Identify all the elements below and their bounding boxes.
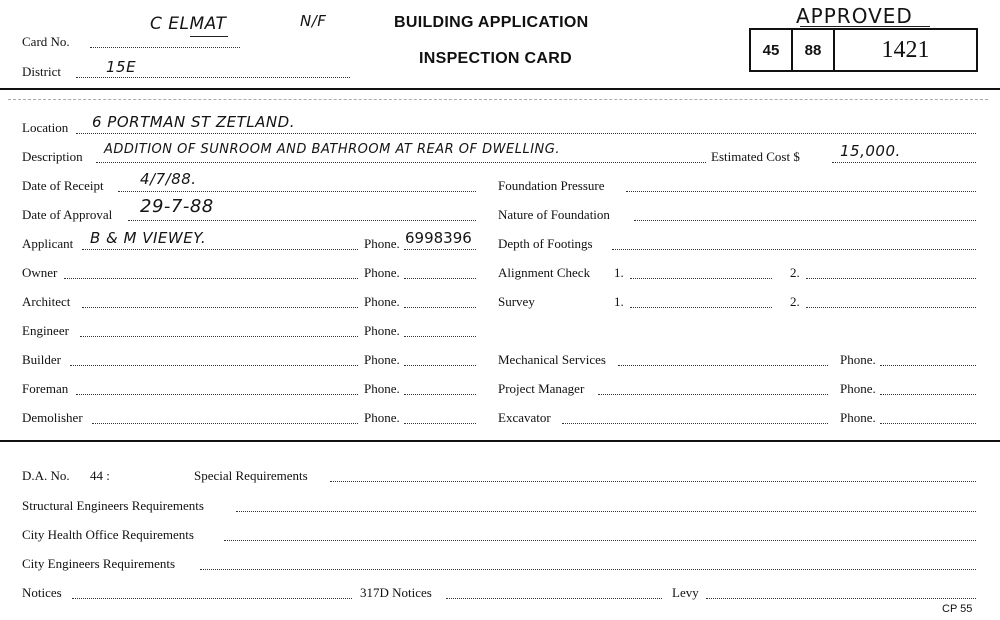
- ref-number: 1421: [881, 36, 930, 63]
- card-no-value[interactable]: C ELMAT: [150, 14, 227, 34]
- applicant-phone-label: Phone.: [364, 236, 400, 251]
- project-manager-phone-label: Phone.: [840, 381, 876, 396]
- city-health-line: [224, 540, 976, 541]
- architect-line: [82, 307, 358, 308]
- special-requirements-line: [330, 481, 976, 482]
- depth-footings-line: [612, 249, 976, 250]
- builder-label: Builder: [22, 352, 61, 367]
- notices-line: [72, 598, 352, 599]
- nature-foundation-label: Nature of Foundation: [498, 207, 610, 222]
- excavator-phone-label: Phone.: [840, 410, 876, 425]
- da-no-label: D.A. No.: [22, 468, 70, 483]
- foreman-label: Foreman: [22, 381, 69, 396]
- applicant-phone-line: [404, 249, 476, 250]
- form-title-line1: BUILDING APPLICATION: [394, 14, 589, 31]
- district-label: District: [22, 64, 61, 79]
- alignment-check-num2: 2.: [790, 265, 800, 280]
- location-line: [76, 133, 976, 134]
- excavator-label: Excavator: [498, 410, 551, 425]
- estimated-cost-line: [832, 162, 976, 163]
- notices-317d-line: [446, 598, 662, 599]
- handwritten-underline: [190, 36, 228, 37]
- date-receipt-line: [118, 191, 476, 192]
- demolisher-line: [92, 423, 358, 424]
- excavator-line: [562, 423, 828, 424]
- survey-num2: 2.: [790, 294, 800, 309]
- city-health-label: City Health Office Requirements: [22, 527, 194, 542]
- architect-phone-line: [404, 307, 476, 308]
- engineer-phone-line: [404, 336, 476, 337]
- levy-line: [706, 598, 976, 599]
- applicant-label: Applicant: [22, 236, 74, 251]
- survey-num1: 1.: [614, 294, 624, 309]
- ref-box-88: 88: [793, 30, 835, 70]
- card-no-line: [90, 47, 240, 48]
- owner-phone-label: Phone.: [364, 265, 400, 280]
- estimated-cost-label: Estimated Cost $: [711, 149, 800, 164]
- date-receipt-label: Date of Receipt: [22, 178, 104, 193]
- engineer-phone-label: Phone.: [364, 323, 400, 338]
- excavator-phone-line: [880, 423, 976, 424]
- demolisher-phone-line: [404, 423, 476, 424]
- notices-label: Notices: [22, 585, 62, 600]
- approved-stamp: APPROVED: [796, 4, 913, 28]
- survey-line2: [806, 307, 976, 308]
- builder-phone-line: [404, 365, 476, 366]
- applicant-line: [82, 249, 358, 250]
- city-engineers-line: [200, 569, 976, 570]
- description-label: Description: [22, 149, 83, 164]
- district-value[interactable]: 15E: [106, 58, 137, 76]
- foundation-pressure-label: Foundation Pressure: [498, 178, 605, 193]
- architect-phone-label: Phone.: [364, 294, 400, 309]
- mechanical-services-line: [618, 365, 828, 366]
- alignment-check-line1: [630, 278, 772, 279]
- demolisher-label: Demolisher: [22, 410, 83, 425]
- applicant-value[interactable]: B & M VIEWEY.: [90, 229, 207, 247]
- survey-line1: [630, 307, 772, 308]
- ref-box-45: 45: [751, 30, 793, 70]
- mechanical-phone-label: Phone.: [840, 352, 876, 367]
- details-rule: [0, 440, 1000, 442]
- card-no-suffix: N/F: [300, 12, 327, 30]
- district-line: [76, 77, 350, 78]
- form-title-line2: INSPECTION CARD: [419, 50, 572, 67]
- foundation-pressure-line: [626, 191, 976, 192]
- depth-footings-label: Depth of Footings: [498, 236, 593, 251]
- date-approval-line: [128, 220, 476, 221]
- builder-phone-label: Phone.: [364, 352, 400, 367]
- architect-label: Architect: [22, 294, 71, 309]
- levy-label: Levy: [672, 585, 699, 600]
- demolisher-phone-label: Phone.: [364, 410, 400, 425]
- structural-engineers-line: [236, 511, 976, 512]
- location-value[interactable]: 6 PORTMAN ST ZETLAND.: [92, 113, 295, 131]
- date-receipt-value[interactable]: 4/7/88.: [140, 170, 197, 188]
- estimated-cost-value[interactable]: 15,000.: [840, 142, 901, 160]
- owner-label: Owner: [22, 265, 58, 280]
- owner-phone-line: [404, 278, 476, 279]
- notices-317d-label: 317D Notices: [360, 585, 432, 600]
- approved-underline: [800, 26, 930, 27]
- reference-number-box: [749, 28, 978, 72]
- alignment-check-line2: [806, 278, 976, 279]
- applicant-phone-value[interactable]: 6998396: [405, 229, 472, 247]
- foreman-phone-label: Phone.: [364, 381, 400, 396]
- engineer-label: Engineer: [22, 323, 69, 338]
- mechanical-phone-line: [880, 365, 976, 366]
- project-manager-line: [598, 394, 828, 395]
- city-engineers-label: City Engineers Requirements: [22, 556, 176, 571]
- perforation-line: [8, 99, 988, 100]
- date-approval-label: Date of Approval: [22, 207, 113, 222]
- alignment-check-num1: 1.: [614, 265, 624, 280]
- engineer-line: [80, 336, 358, 337]
- form-code: CP 55: [942, 603, 973, 615]
- alignment-check-label: Alignment Check: [498, 265, 591, 280]
- survey-label: Survey: [498, 294, 535, 309]
- card-no-label: Card No.: [22, 34, 70, 49]
- structural-engineers-label: Structural Engineers Requirements: [22, 498, 204, 513]
- builder-line: [70, 365, 358, 366]
- header-rule: [0, 88, 1000, 90]
- foreman-line: [76, 394, 358, 395]
- project-manager-label: Project Manager: [498, 381, 585, 396]
- mechanical-services-label: Mechanical Services: [498, 352, 606, 367]
- description-value[interactable]: ADDITION OF SUNROOM AND BATHROOM AT REAR OF DWELLING.: [104, 142, 560, 157]
- da-no-value[interactable]: 44 :: [90, 468, 110, 483]
- owner-line: [64, 278, 358, 279]
- date-approval-value[interactable]: 29-7-88: [140, 196, 214, 217]
- nature-foundation-line: [634, 220, 976, 221]
- location-label: Location: [22, 120, 69, 135]
- description-line: [96, 162, 706, 163]
- project-manager-phone-line: [880, 394, 976, 395]
- foreman-phone-line: [404, 394, 476, 395]
- special-requirements-label: Special Requirements: [194, 468, 308, 483]
